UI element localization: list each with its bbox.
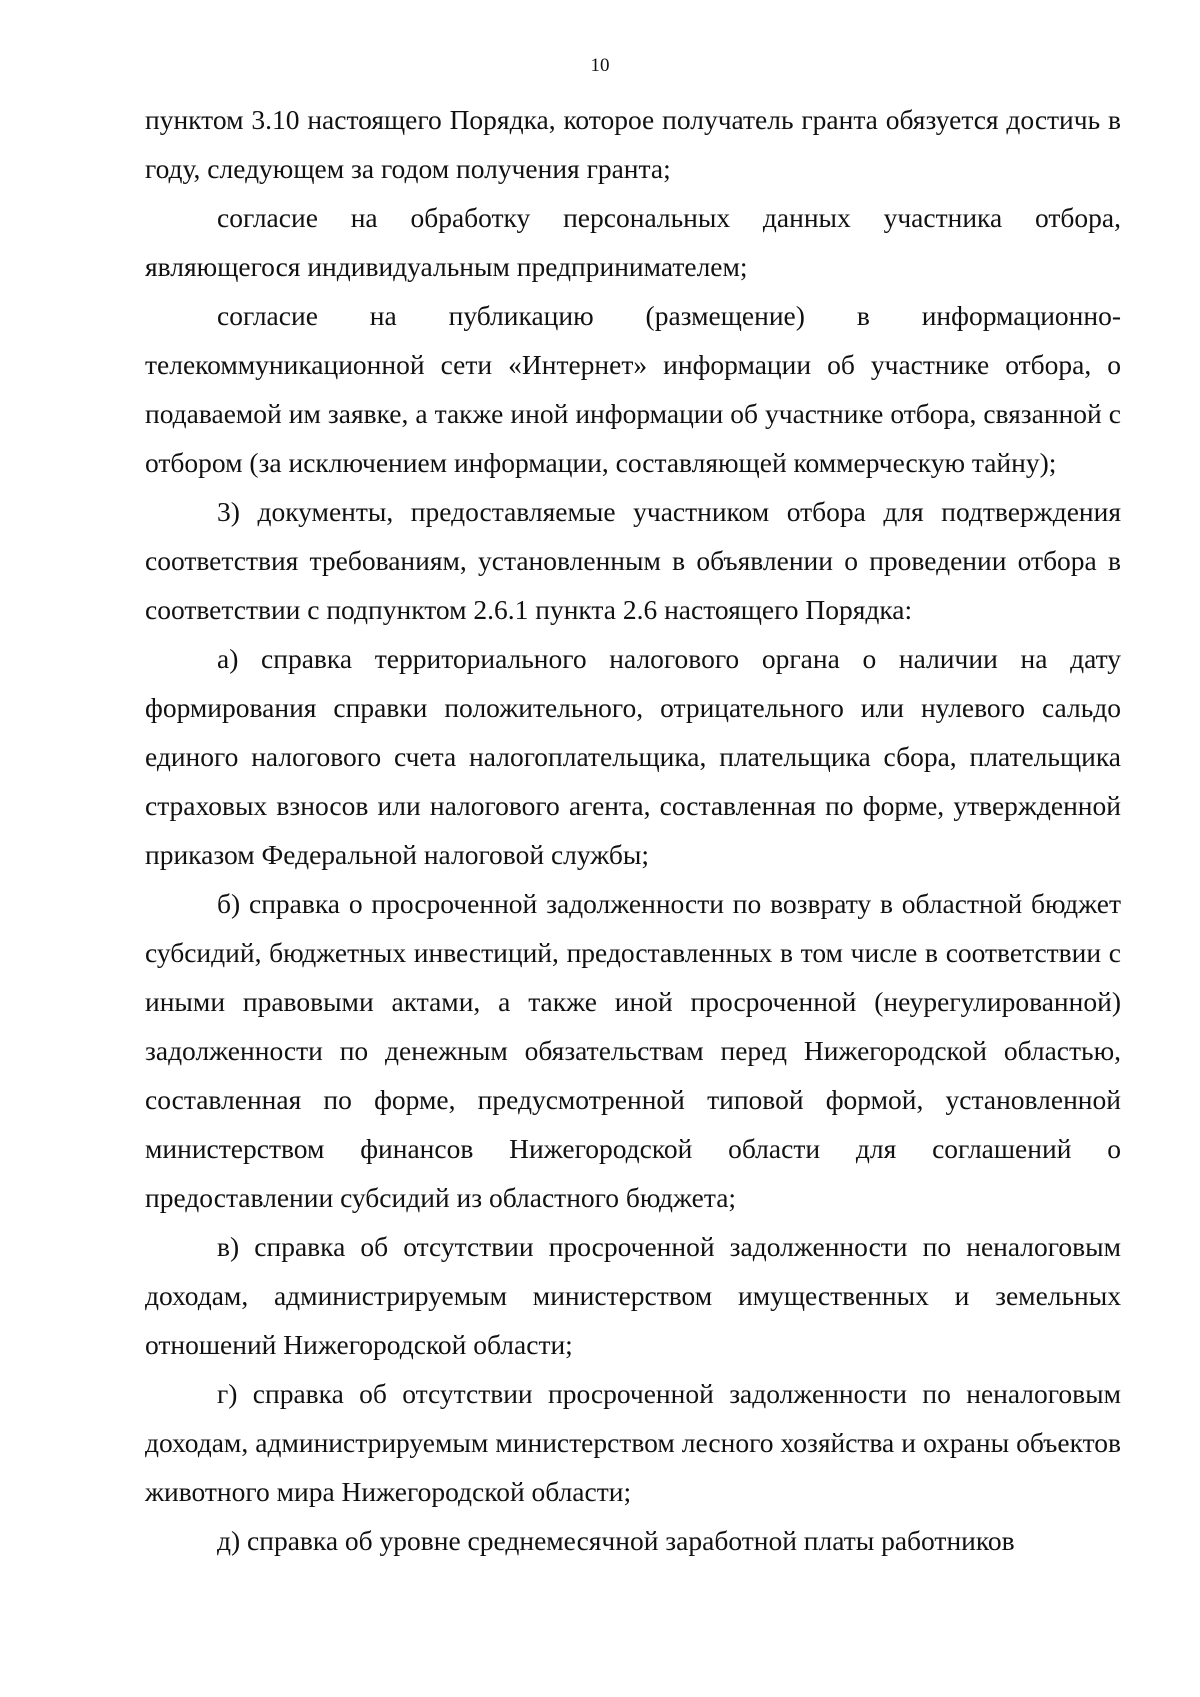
paragraph-continuation: пунктом 3.10 настоящего Порядка, которое получатель гранта обязуется достичь в году, следующем за годом получения гранта; bbox=[145, 104, 1121, 184]
paragraph-item-d: д) справка об уровне среднемесячной заработной платы работников bbox=[217, 1525, 1015, 1556]
paragraph-item-3: 3) документы, предоставляемые участником отбора для подтверждения соответствия требованиям, установленным в объявлении о проведении отбора в соответствии с подпунктом 2.6.1 пункта 2.6 настоящего Порядка: bbox=[145, 496, 1121, 625]
paragraph-consent-personal-data: согласие на обработку персональных данных участника отбора, являющегося индивидуальным предпринимателем; bbox=[145, 202, 1121, 282]
paragraph-consent-publication: согласие на публикацию (размещение) в информационно-телекоммуникационной сети «Интернет» информации об участнике отбора, о подаваемой им заявке, а также иной информации об участнике отбора, связанной с отбором (за исключением информации, составляющей коммерческую тайну); bbox=[145, 300, 1121, 478]
paragraph-item-v: в) справка об отсутствии просроченной задолженности по неналоговым доходам, администрируемым министерством имущественных и земельных отношений Нижегородской области; bbox=[145, 1231, 1121, 1360]
document-body bbox=[145, 95, 1121, 1565]
paragraph-item-a: а) справка территориального налогового органа о наличии на дату формирования справки положительного, отрицательного или нулевого сальдо единого налогового счета налогоплательщика, плательщика сбора, плательщика страховых взносов или налогового агента, составленная по форме, утвержденной приказом Федеральной налоговой службы; bbox=[145, 643, 1121, 870]
page-number: 10 bbox=[590, 55, 610, 76]
paragraph-item-g: г) справка об отсутствии просроченной задолженности по неналоговым доходам, администрируемым министерством лесного хозяйства и охраны объектов животного мира Нижегородской области; bbox=[145, 1378, 1121, 1507]
paragraph-item-b: б) справка о просроченной задолженности по возврату в областной бюджет субсидий, бюджетных инвестиций, предоставленных в том числе в соответствии с иными правовыми актами, а также иной просроченной (неурегулированной) задолженности по денежным обязательствам перед Нижегородской областью, составленная по форме, предусмотренной типовой формой, установленной министерством финансов Нижегородской области для соглашений о предоставлении субсидий из областного бюджета; bbox=[145, 888, 1121, 1213]
